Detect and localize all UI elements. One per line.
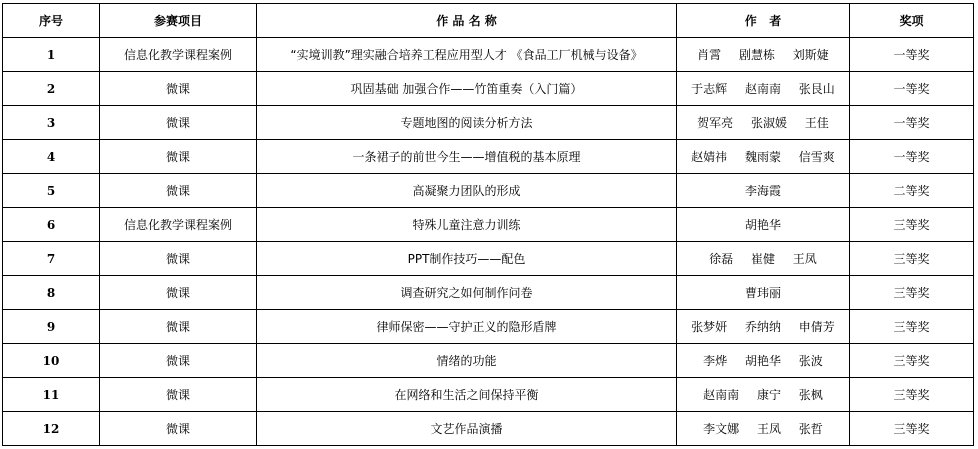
- cell-no: 10: [3, 344, 100, 378]
- cell-award: 三等奖: [850, 412, 974, 446]
- cell-category: 微课: [100, 412, 257, 446]
- cell-category: 微课: [100, 140, 257, 174]
- cell-no: 1: [3, 38, 100, 72]
- cell-title: 巩固基础 加强合作——竹笛重奏（入门篇）: [257, 72, 677, 106]
- cell-award: 一等奖: [850, 38, 974, 72]
- cell-authors: 肖霄 剧慧栋 刘斯婕: [677, 38, 850, 72]
- cell-title: 文艺作品演播: [257, 412, 677, 446]
- table-row: [3, 140, 974, 174]
- table-row: [3, 208, 974, 242]
- cell-category: 信息化教学课程案例: [100, 38, 257, 72]
- cell-title: 情绪的功能: [257, 344, 677, 378]
- cell-category: 微课: [100, 72, 257, 106]
- cell-title: 在网络和生活之间保持平衡: [257, 378, 677, 412]
- cell-no: 11: [3, 378, 100, 412]
- cell-authors: 胡艳华: [677, 208, 850, 242]
- cell-category: 信息化教学课程案例: [100, 208, 257, 242]
- header-no: 序号: [3, 4, 100, 38]
- table-row: [3, 106, 974, 140]
- cell-category: 微课: [100, 344, 257, 378]
- cell-title: PPT制作技巧——配色: [257, 242, 677, 276]
- table-row: [3, 242, 974, 276]
- cell-title: 一条裙子的前世今生——增值税的基本原理: [257, 140, 677, 174]
- table-row: [3, 378, 974, 412]
- cell-category: 微课: [100, 276, 257, 310]
- cell-authors: 徐磊 崔健 王凤: [677, 242, 850, 276]
- cell-no: 3: [3, 106, 100, 140]
- cell-title: 调查研究之如何制作问卷: [257, 276, 677, 310]
- table-row: [3, 412, 974, 446]
- header-row: [3, 4, 974, 38]
- cell-no: 12: [3, 412, 100, 446]
- cell-category: 微课: [100, 378, 257, 412]
- header-title: 作 品 名 称: [257, 4, 677, 38]
- cell-no: 6: [3, 208, 100, 242]
- cell-award: 一等奖: [850, 106, 974, 140]
- cell-authors: 贺军亮 张淑媛 王佳: [677, 106, 850, 140]
- cell-no: 2: [3, 72, 100, 106]
- cell-authors: 于志辉 赵南南 张艮山: [677, 72, 850, 106]
- cell-authors: 李文娜 王凤 张哲: [677, 412, 850, 446]
- cell-award: 一等奖: [850, 140, 974, 174]
- cell-award: 二等奖: [850, 174, 974, 208]
- header-category: 参赛项目: [100, 4, 257, 38]
- table-row: [3, 174, 974, 208]
- table-row: [3, 310, 974, 344]
- cell-award: 三等奖: [850, 310, 974, 344]
- cell-award: 三等奖: [850, 208, 974, 242]
- header-award: 奖项: [850, 4, 974, 38]
- cell-award: 三等奖: [850, 242, 974, 276]
- cell-no: 9: [3, 310, 100, 344]
- table-row: [3, 72, 974, 106]
- cell-category: 微课: [100, 174, 257, 208]
- cell-authors: 赵婧祎 魏雨蒙 信雪爽: [677, 140, 850, 174]
- cell-award: 三等奖: [850, 344, 974, 378]
- cell-title: 高凝聚力团队的形成: [257, 174, 677, 208]
- header-authors: 作 者: [677, 4, 850, 38]
- cell-award: 三等奖: [850, 276, 974, 310]
- cell-no: 8: [3, 276, 100, 310]
- cell-title: “实境训教”理实融合培养工程应用型人才 《食品工厂机械与设备》: [257, 38, 677, 72]
- cell-no: 4: [3, 140, 100, 174]
- cell-authors: 李烨 胡艳华 张波: [677, 344, 850, 378]
- table-header: [3, 4, 974, 38]
- cell-award: 一等奖: [850, 72, 974, 106]
- cell-category: 微课: [100, 242, 257, 276]
- table-body: [3, 38, 974, 446]
- awards-table: [2, 3, 974, 446]
- cell-title: 律师保密——守护正义的隐形盾牌: [257, 310, 677, 344]
- cell-award: 三等奖: [850, 378, 974, 412]
- cell-category: 微课: [100, 106, 257, 140]
- cell-category: 微课: [100, 310, 257, 344]
- table-row: [3, 38, 974, 72]
- cell-title: 特殊儿童注意力训练: [257, 208, 677, 242]
- cell-no: 7: [3, 242, 100, 276]
- cell-authors: 赵南南 康宁 张枫: [677, 378, 850, 412]
- cell-authors: 张梦妍 乔纳纳 申倩芳: [677, 310, 850, 344]
- cell-title: 专题地图的阅读分析方法: [257, 106, 677, 140]
- cell-no: 5: [3, 174, 100, 208]
- table-row: [3, 276, 974, 310]
- table-row: [3, 344, 974, 378]
- cell-authors: 曹玮丽: [677, 276, 850, 310]
- cell-authors: 李海霞: [677, 174, 850, 208]
